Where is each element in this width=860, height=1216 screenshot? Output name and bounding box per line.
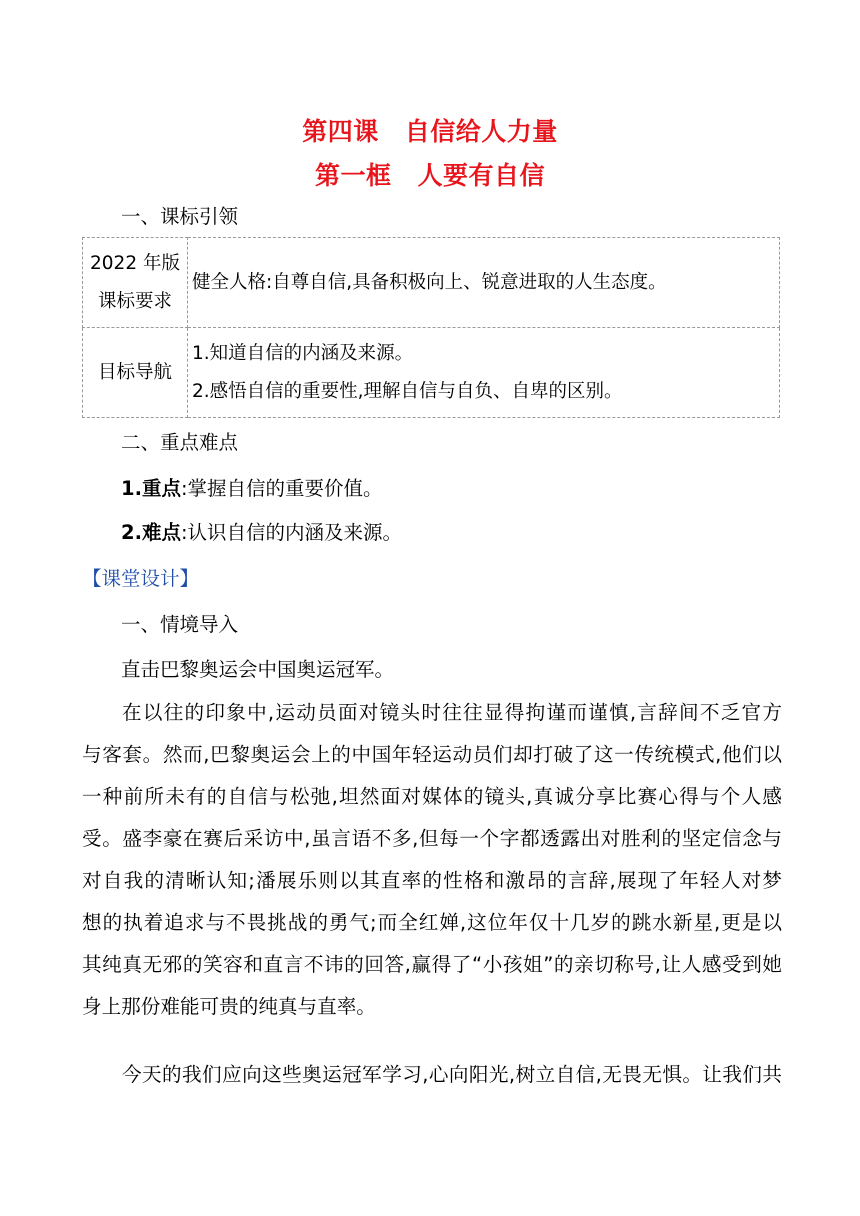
key-point <box>121 476 383 502</box>
standard-content-cell: 健全人格:自尊自信,具备积极向上、锐意进取的人生态度。 <box>188 238 780 328</box>
paragraph-line: 其纯真无邪的笑容和直言不讳的回答,赢得了“小孩姐”的亲切称号,让人感受到她 <box>82 953 782 976</box>
paragraph-line: 与客套。然而,巴黎奥运会上的中国年轻运动员们却打破了这一传统模式,他们以 <box>82 743 782 766</box>
standard-label-line2: 课标要求 <box>97 290 172 312</box>
paragraph-line: 一种前所未有的自信与松弛,坦然面对媒体的镜头,真诚分享比赛心得与个人感 <box>82 785 782 808</box>
frame-number: 第一框 <box>314 161 392 190</box>
standard-label-cell <box>83 238 188 328</box>
standard-label-line1: 2022 年版 <box>90 252 180 274</box>
paragraph-line: 在以往的印象中,运动员面对镜头时往往显得拘谨而谨慎,言辞间不乏官方 <box>122 701 782 724</box>
table-row <box>83 328 780 418</box>
frame-title <box>0 156 860 192</box>
lesson-number: 第四课 <box>302 117 379 146</box>
lesson-name: 自信给人力量 <box>404 117 558 146</box>
paragraph-line: 受。盛李豪在赛后采访中,虽言语不多,但每一个字都透露出对胜利的坚定信念与 <box>82 827 782 850</box>
difficult-point-label: 2.难点 <box>121 521 181 544</box>
section-heading-keypoints: 二、重点难点 <box>121 431 239 454</box>
table-row <box>83 238 780 328</box>
intro-sentence: 直击巴黎奥运会中国奥运冠军。 <box>121 658 395 681</box>
goal-label-cell: 目标导航 <box>83 328 188 418</box>
difficult-point <box>121 520 402 546</box>
goal-item: 1.知道自信的内涵及来源。 <box>192 342 414 364</box>
goal-item: 2.感悟自信的重要性,理解自信与自负、自卑的区别。 <box>192 380 623 402</box>
paragraph-line: 今天的我们应向这些奥运冠军学习,心向阳光,树立自信,无畏无惧。让我们共 <box>122 1063 782 1086</box>
section-heading-intro: 一、情境导入 <box>121 613 239 636</box>
difficult-point-text: :认识自信的内涵及来源。 <box>180 521 403 544</box>
conclusion-paragraph <box>82 1054 782 1096</box>
story-paragraph <box>82 692 782 1028</box>
frame-name: 人要有自信 <box>417 161 546 190</box>
paragraph-line: 想的执着追求与不畏挑战的勇气;而全红婵,这位年仅十几岁的跳水新星,更是以 <box>82 911 782 934</box>
curriculum-standards-table <box>82 237 780 418</box>
lesson-title <box>0 112 860 148</box>
goal-content-cell <box>188 328 780 418</box>
paragraph-line: 对自我的清晰认知;潘展乐则以其直率的性格和激昂的言辞,展现了年轻人对梦 <box>82 869 782 892</box>
key-point-text: :掌握自信的重要价值。 <box>180 477 383 500</box>
key-point-label: 1.重点 <box>121 477 181 500</box>
paragraph-line: 身上那份难能可贵的纯真与直率。 <box>82 995 376 1018</box>
class-design-label: 【课堂设计】 <box>82 567 200 590</box>
section-heading-standards: 一、课标引领 <box>121 205 239 228</box>
